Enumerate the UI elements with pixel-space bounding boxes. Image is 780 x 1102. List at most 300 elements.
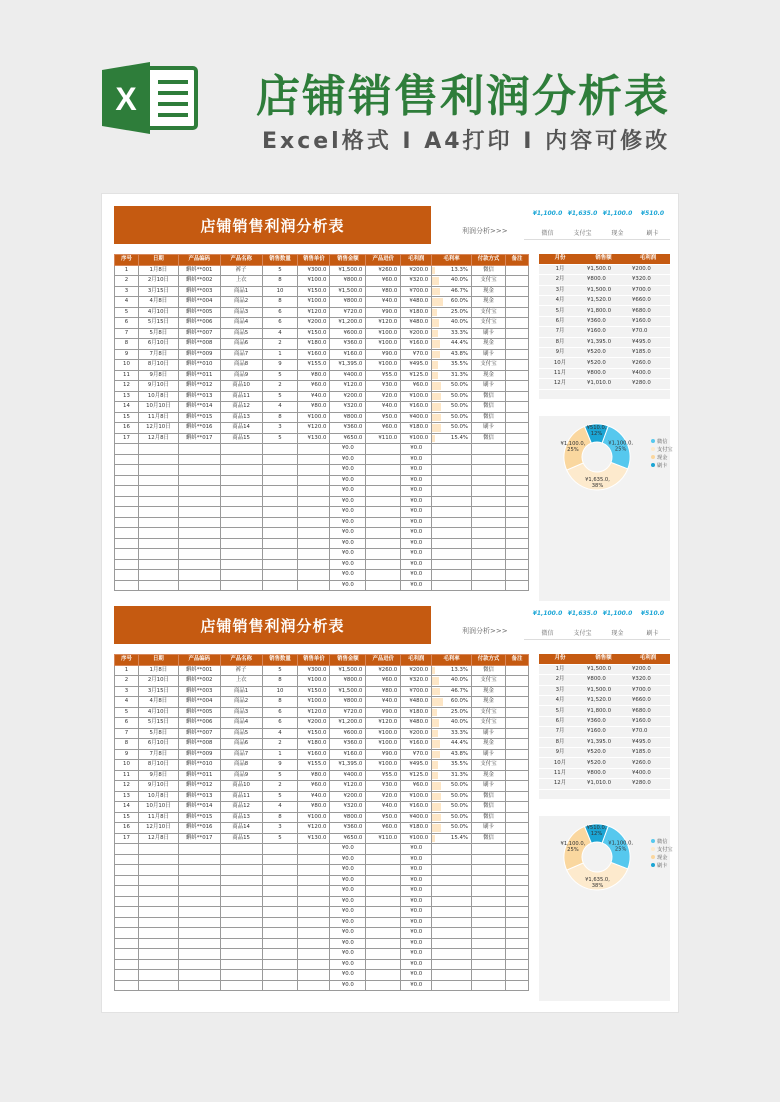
table-cell[interactable]: [138, 917, 178, 928]
table-cell[interactable]: ¥320.0: [401, 276, 432, 287]
table-cell[interactable]: [115, 875, 139, 886]
table-cell[interactable]: 2月10日: [138, 676, 178, 687]
table-cell[interactable]: 4月8日: [138, 297, 178, 308]
table-cell[interactable]: [115, 507, 139, 518]
table-cell[interactable]: 17: [115, 433, 139, 444]
table-cell[interactable]: [115, 886, 139, 897]
table-cell[interactable]: ¥480.0: [401, 697, 432, 708]
table-cell[interactable]: [138, 907, 178, 918]
table-cell[interactable]: 支付宝: [472, 276, 506, 287]
table-cell[interactable]: 15: [115, 812, 139, 823]
table-cell[interactable]: 蝌蚪**017: [178, 833, 220, 844]
table-cell[interactable]: [178, 970, 220, 981]
table-cell[interactable]: ¥200.0: [330, 791, 366, 802]
table-cell[interactable]: [472, 517, 506, 528]
table-cell[interactable]: ¥0.0: [330, 875, 366, 886]
table-cell[interactable]: [262, 907, 298, 918]
table-cell[interactable]: ¥0.0: [401, 444, 432, 455]
table-cell[interactable]: ¥260.0: [366, 265, 401, 276]
table-cell[interactable]: [472, 528, 506, 539]
table-cell[interactable]: [298, 528, 330, 539]
table-cell[interactable]: [298, 896, 330, 907]
table-cell[interactable]: 上衣: [220, 676, 262, 687]
table-cell[interactable]: 5月8日: [138, 728, 178, 739]
table-cell[interactable]: [262, 559, 298, 570]
table-cell[interactable]: ¥60.0: [401, 381, 432, 392]
table-cell[interactable]: [505, 339, 528, 350]
table-cell[interactable]: ¥160.0: [401, 739, 432, 750]
table-cell[interactable]: [115, 517, 139, 528]
table-cell[interactable]: [505, 854, 528, 865]
table-cell[interactable]: ¥0.0: [330, 980, 366, 991]
table-cell[interactable]: 蝌蚪**005: [178, 307, 220, 318]
table-cell[interactable]: [432, 276, 472, 287]
table-cell[interactable]: 蝌蚪**009: [178, 749, 220, 760]
table-cell[interactable]: 9月8日: [138, 370, 178, 381]
table-cell[interactable]: [505, 823, 528, 834]
table-cell[interactable]: 12月8日: [138, 833, 178, 844]
table-cell[interactable]: 商品14: [220, 423, 262, 434]
table-cell[interactable]: 11: [115, 770, 139, 781]
table-cell[interactable]: 2: [262, 739, 298, 750]
table-cell[interactable]: ¥180.0: [401, 307, 432, 318]
table-cell[interactable]: [366, 580, 401, 591]
table-cell[interactable]: [298, 549, 330, 560]
table-cell[interactable]: 裤子: [220, 265, 262, 276]
table-cell[interactable]: [220, 917, 262, 928]
table-cell[interactable]: [505, 896, 528, 907]
table-cell[interactable]: [432, 412, 472, 423]
table-cell[interactable]: [432, 854, 472, 865]
table-cell[interactable]: 17: [115, 833, 139, 844]
table-cell[interactable]: [432, 475, 472, 486]
table-cell[interactable]: 1: [115, 665, 139, 676]
table-cell[interactable]: 1月8日: [138, 265, 178, 276]
table-cell[interactable]: ¥180.0: [401, 707, 432, 718]
table-cell[interactable]: 7: [115, 328, 139, 339]
table-cell[interactable]: [366, 959, 401, 970]
table-cell[interactable]: [220, 444, 262, 455]
table-cell[interactable]: 蝌蚪**011: [178, 770, 220, 781]
table-cell[interactable]: ¥100.0: [366, 739, 401, 750]
table-cell[interactable]: [432, 760, 472, 771]
table-cell[interactable]: [262, 865, 298, 876]
table-cell[interactable]: [366, 496, 401, 507]
table-cell[interactable]: [262, 896, 298, 907]
table-cell[interactable]: 8: [262, 412, 298, 423]
table-cell[interactable]: 商品1: [220, 286, 262, 297]
table-cell[interactable]: [262, 844, 298, 855]
table-cell[interactable]: [472, 465, 506, 476]
table-cell[interactable]: [432, 949, 472, 960]
table-cell[interactable]: 10月8日: [138, 391, 178, 402]
table-cell[interactable]: [472, 444, 506, 455]
table-cell[interactable]: [505, 844, 528, 855]
table-cell[interactable]: [220, 959, 262, 970]
table-cell[interactable]: ¥110.0: [366, 833, 401, 844]
table-cell[interactable]: ¥120.0: [298, 423, 330, 434]
table-cell[interactable]: ¥0.0: [401, 549, 432, 560]
table-cell[interactable]: [178, 528, 220, 539]
table-cell[interactable]: 商品12: [220, 402, 262, 413]
table-cell[interactable]: [138, 549, 178, 560]
table-cell[interactable]: [262, 928, 298, 939]
table-cell[interactable]: [366, 980, 401, 991]
table-cell[interactable]: [432, 833, 472, 844]
table-cell[interactable]: 蝌蚪**006: [178, 318, 220, 329]
table-cell[interactable]: ¥120.0: [330, 381, 366, 392]
table-cell[interactable]: [262, 507, 298, 518]
table-cell[interactable]: ¥160.0: [330, 349, 366, 360]
table-cell[interactable]: ¥0.0: [330, 959, 366, 970]
table-cell[interactable]: 微信: [472, 433, 506, 444]
table-cell[interactable]: [432, 938, 472, 949]
table-cell[interactable]: [366, 528, 401, 539]
table-cell[interactable]: [262, 959, 298, 970]
table-cell[interactable]: [298, 580, 330, 591]
table-cell[interactable]: [472, 475, 506, 486]
table-cell[interactable]: [366, 970, 401, 981]
table-cell[interactable]: ¥80.0: [366, 686, 401, 697]
table-cell[interactable]: [505, 423, 528, 434]
table-cell[interactable]: [472, 844, 506, 855]
table-cell[interactable]: [505, 886, 528, 897]
table-cell[interactable]: 4月10日: [138, 707, 178, 718]
table-cell[interactable]: ¥0.0: [401, 980, 432, 991]
table-cell[interactable]: [262, 886, 298, 897]
table-cell[interactable]: [432, 802, 472, 813]
table-cell[interactable]: [366, 507, 401, 518]
table-cell[interactable]: 商品5: [220, 728, 262, 739]
table-cell[interactable]: ¥180.0: [298, 339, 330, 350]
table-cell[interactable]: [432, 844, 472, 855]
table-cell[interactable]: 2月10日: [138, 276, 178, 287]
table-cell[interactable]: [220, 875, 262, 886]
table-cell[interactable]: 3: [115, 686, 139, 697]
table-cell[interactable]: [472, 865, 506, 876]
table-cell[interactable]: [298, 970, 330, 981]
table-cell[interactable]: 6月10日: [138, 339, 178, 350]
table-cell[interactable]: [505, 802, 528, 813]
table-cell[interactable]: [432, 391, 472, 402]
table-cell[interactable]: ¥300.0: [298, 265, 330, 276]
table-cell[interactable]: [138, 517, 178, 528]
table-cell[interactable]: ¥1,500.0: [330, 286, 366, 297]
table-cell[interactable]: ¥720.0: [330, 307, 366, 318]
table-cell[interactable]: ¥0.0: [330, 907, 366, 918]
table-cell[interactable]: 蝌蚪**014: [178, 802, 220, 813]
table-cell[interactable]: ¥90.0: [366, 707, 401, 718]
table-cell[interactable]: ¥155.0: [298, 760, 330, 771]
table-cell[interactable]: [298, 517, 330, 528]
table-cell[interactable]: ¥0.0: [330, 886, 366, 897]
table-cell[interactable]: [505, 433, 528, 444]
table-cell[interactable]: 5月15日: [138, 318, 178, 329]
table-cell[interactable]: [178, 949, 220, 960]
table-cell[interactable]: [366, 865, 401, 876]
table-cell[interactable]: [472, 917, 506, 928]
table-cell[interactable]: [472, 886, 506, 897]
table-cell[interactable]: [138, 844, 178, 855]
table-cell[interactable]: [505, 865, 528, 876]
table-cell[interactable]: [298, 507, 330, 518]
table-cell[interactable]: 微信: [472, 833, 506, 844]
table-cell[interactable]: [138, 538, 178, 549]
table-cell[interactable]: ¥40.0: [298, 791, 330, 802]
table-cell[interactable]: ¥400.0: [401, 812, 432, 823]
table-cell[interactable]: [472, 854, 506, 865]
table-cell[interactable]: [472, 570, 506, 581]
table-cell[interactable]: ¥150.0: [298, 686, 330, 697]
table-cell[interactable]: [505, 970, 528, 981]
table-cell[interactable]: [505, 549, 528, 560]
table-cell[interactable]: 8: [262, 697, 298, 708]
table-cell[interactable]: [115, 928, 139, 939]
table-cell[interactable]: 刷卡: [472, 781, 506, 792]
table-cell[interactable]: ¥100.0: [366, 360, 401, 371]
table-cell[interactable]: [262, 949, 298, 960]
table-cell[interactable]: [220, 549, 262, 560]
table-cell[interactable]: [432, 265, 472, 276]
table-cell[interactable]: [178, 580, 220, 591]
table-cell[interactable]: ¥60.0: [401, 781, 432, 792]
table-cell[interactable]: 蝌蚪**008: [178, 739, 220, 750]
table-cell[interactable]: [115, 959, 139, 970]
table-cell[interactable]: 蝌蚪**006: [178, 718, 220, 729]
table-cell[interactable]: [505, 318, 528, 329]
table-cell[interactable]: ¥1,200.0: [330, 318, 366, 329]
table-cell[interactable]: 3: [262, 823, 298, 834]
table-cell[interactable]: 蝌蚪**016: [178, 423, 220, 434]
table-cell[interactable]: 商品1: [220, 686, 262, 697]
table-cell[interactable]: [220, 938, 262, 949]
table-cell[interactable]: [298, 949, 330, 960]
table-cell[interactable]: 6: [115, 718, 139, 729]
table-cell[interactable]: [366, 559, 401, 570]
table-cell[interactable]: [472, 549, 506, 560]
table-cell[interactable]: [220, 559, 262, 570]
table-cell[interactable]: [298, 875, 330, 886]
table-cell[interactable]: ¥160.0: [330, 749, 366, 760]
table-cell[interactable]: 8月10日: [138, 360, 178, 371]
table-cell[interactable]: ¥70.0: [401, 349, 432, 360]
table-cell[interactable]: ¥80.0: [298, 402, 330, 413]
table-cell[interactable]: [432, 718, 472, 729]
table-cell[interactable]: [298, 486, 330, 497]
table-cell[interactable]: [472, 496, 506, 507]
table-cell[interactable]: 7月8日: [138, 349, 178, 360]
table-cell[interactable]: [178, 454, 220, 465]
table-cell[interactable]: 12月10日: [138, 423, 178, 434]
table-cell[interactable]: 10: [115, 760, 139, 771]
table-cell[interactable]: [115, 938, 139, 949]
table-cell[interactable]: [262, 980, 298, 991]
table-cell[interactable]: 商品7: [220, 349, 262, 360]
table-cell[interactable]: ¥0.0: [330, 517, 366, 528]
table-cell[interactable]: ¥120.0: [366, 318, 401, 329]
table-cell[interactable]: [432, 791, 472, 802]
table-cell[interactable]: ¥60.0: [366, 423, 401, 434]
table-cell[interactable]: 商品8: [220, 360, 262, 371]
table-cell[interactable]: [262, 538, 298, 549]
table-cell[interactable]: [366, 538, 401, 549]
table-cell[interactable]: [432, 676, 472, 687]
table-cell[interactable]: 6: [262, 707, 298, 718]
table-cell[interactable]: [262, 496, 298, 507]
table-cell[interactable]: [432, 538, 472, 549]
table-cell[interactable]: [138, 528, 178, 539]
table-cell[interactable]: [138, 865, 178, 876]
table-cell[interactable]: ¥0.0: [401, 917, 432, 928]
table-cell[interactable]: ¥100.0: [366, 339, 401, 350]
table-cell[interactable]: ¥0.0: [401, 938, 432, 949]
table-cell[interactable]: 蝌蚪**011: [178, 370, 220, 381]
table-cell[interactable]: [138, 486, 178, 497]
table-cell[interactable]: ¥100.0: [401, 433, 432, 444]
table-cell[interactable]: 商品11: [220, 391, 262, 402]
table-cell[interactable]: [505, 475, 528, 486]
table-cell[interactable]: [472, 959, 506, 970]
table-cell[interactable]: [220, 865, 262, 876]
table-cell[interactable]: 微信: [472, 265, 506, 276]
table-cell[interactable]: ¥60.0: [366, 276, 401, 287]
table-cell[interactable]: [472, 486, 506, 497]
table-cell[interactable]: [178, 570, 220, 581]
table-cell[interactable]: [505, 496, 528, 507]
table-cell[interactable]: ¥50.0: [366, 812, 401, 823]
table-cell[interactable]: ¥100.0: [298, 297, 330, 308]
table-cell[interactable]: [432, 739, 472, 750]
table-cell[interactable]: [138, 886, 178, 897]
table-cell[interactable]: 9月10日: [138, 381, 178, 392]
table-cell[interactable]: [115, 444, 139, 455]
table-cell[interactable]: ¥700.0: [401, 686, 432, 697]
table-cell[interactable]: [138, 559, 178, 570]
table-cell[interactable]: [432, 517, 472, 528]
table-cell[interactable]: [505, 517, 528, 528]
table-cell[interactable]: [178, 444, 220, 455]
table-cell[interactable]: ¥150.0: [298, 286, 330, 297]
table-cell[interactable]: ¥0.0: [330, 486, 366, 497]
table-cell[interactable]: ¥0.0: [330, 559, 366, 570]
table-cell[interactable]: [472, 949, 506, 960]
table-cell[interactable]: ¥120.0: [298, 307, 330, 318]
table-cell[interactable]: [138, 938, 178, 949]
table-cell[interactable]: 商品4: [220, 718, 262, 729]
table-cell[interactable]: ¥0.0: [401, 465, 432, 476]
table-cell[interactable]: [505, 328, 528, 339]
table-cell[interactable]: 8: [115, 339, 139, 350]
table-cell[interactable]: 6: [262, 718, 298, 729]
table-cell[interactable]: [505, 949, 528, 960]
table-cell[interactable]: [262, 549, 298, 560]
table-cell[interactable]: 9月8日: [138, 770, 178, 781]
table-cell[interactable]: ¥30.0: [366, 381, 401, 392]
table-cell[interactable]: ¥0.0: [401, 517, 432, 528]
table-cell[interactable]: 1: [115, 265, 139, 276]
table-cell[interactable]: 2: [262, 381, 298, 392]
table-cell[interactable]: 刷卡: [472, 381, 506, 392]
table-cell[interactable]: [366, 896, 401, 907]
table-cell[interactable]: 13: [115, 391, 139, 402]
table-cell[interactable]: [262, 444, 298, 455]
table-cell[interactable]: [505, 707, 528, 718]
table-cell[interactable]: [298, 475, 330, 486]
table-cell[interactable]: 支付宝: [472, 307, 506, 318]
table-cell[interactable]: [298, 844, 330, 855]
table-cell[interactable]: [472, 928, 506, 939]
table-cell[interactable]: ¥150.0: [298, 328, 330, 339]
table-cell[interactable]: [298, 559, 330, 570]
table-cell[interactable]: 1: [262, 749, 298, 760]
table-cell[interactable]: ¥55.0: [366, 770, 401, 781]
table-cell[interactable]: 刷卡: [472, 328, 506, 339]
table-cell[interactable]: [432, 665, 472, 676]
table-cell[interactable]: ¥80.0: [298, 770, 330, 781]
table-cell[interactable]: [432, 297, 472, 308]
table-cell[interactable]: [432, 486, 472, 497]
table-cell[interactable]: ¥100.0: [366, 328, 401, 339]
table-cell[interactable]: ¥80.0: [298, 370, 330, 381]
table-cell[interactable]: 现金: [472, 739, 506, 750]
table-cell[interactable]: [298, 854, 330, 865]
table-cell[interactable]: 7: [115, 728, 139, 739]
table-cell[interactable]: [298, 444, 330, 455]
table-cell[interactable]: 6: [115, 318, 139, 329]
table-cell[interactable]: [178, 928, 220, 939]
table-cell[interactable]: [178, 907, 220, 918]
table-cell[interactable]: 商品4: [220, 318, 262, 329]
table-cell[interactable]: [178, 496, 220, 507]
table-cell[interactable]: ¥120.0: [298, 707, 330, 718]
table-cell[interactable]: [432, 496, 472, 507]
table-cell[interactable]: [505, 507, 528, 518]
table-cell[interactable]: ¥0.0: [330, 444, 366, 455]
table-cell[interactable]: [298, 538, 330, 549]
table-cell[interactable]: ¥80.0: [366, 286, 401, 297]
table-cell[interactable]: [178, 517, 220, 528]
table-cell[interactable]: [432, 812, 472, 823]
table-cell[interactable]: 10: [262, 286, 298, 297]
table-cell[interactable]: ¥180.0: [401, 423, 432, 434]
table-cell[interactable]: ¥0.0: [330, 465, 366, 476]
table-cell[interactable]: [432, 307, 472, 318]
table-cell[interactable]: [262, 570, 298, 581]
table-cell[interactable]: ¥1,500.0: [330, 665, 366, 676]
table-cell[interactable]: 9: [115, 349, 139, 360]
table-cell[interactable]: [472, 875, 506, 886]
table-cell[interactable]: ¥320.0: [330, 802, 366, 813]
table-cell[interactable]: [472, 896, 506, 907]
table-cell[interactable]: 3月15日: [138, 686, 178, 697]
table-cell[interactable]: [262, 528, 298, 539]
table-cell[interactable]: 商品3: [220, 707, 262, 718]
table-cell[interactable]: [432, 559, 472, 570]
table-cell[interactable]: 5月8日: [138, 328, 178, 339]
table-cell[interactable]: ¥0.0: [330, 917, 366, 928]
table-cell[interactable]: 商品5: [220, 328, 262, 339]
table-cell[interactable]: [505, 739, 528, 750]
table-cell[interactable]: [432, 318, 472, 329]
table-cell[interactable]: [505, 402, 528, 413]
table-cell[interactable]: [178, 886, 220, 897]
table-cell[interactable]: [432, 381, 472, 392]
table-cell[interactable]: ¥200.0: [330, 391, 366, 402]
table-cell[interactable]: [432, 454, 472, 465]
table-cell[interactable]: ¥0.0: [330, 938, 366, 949]
table-cell[interactable]: [220, 538, 262, 549]
table-cell[interactable]: [505, 676, 528, 687]
